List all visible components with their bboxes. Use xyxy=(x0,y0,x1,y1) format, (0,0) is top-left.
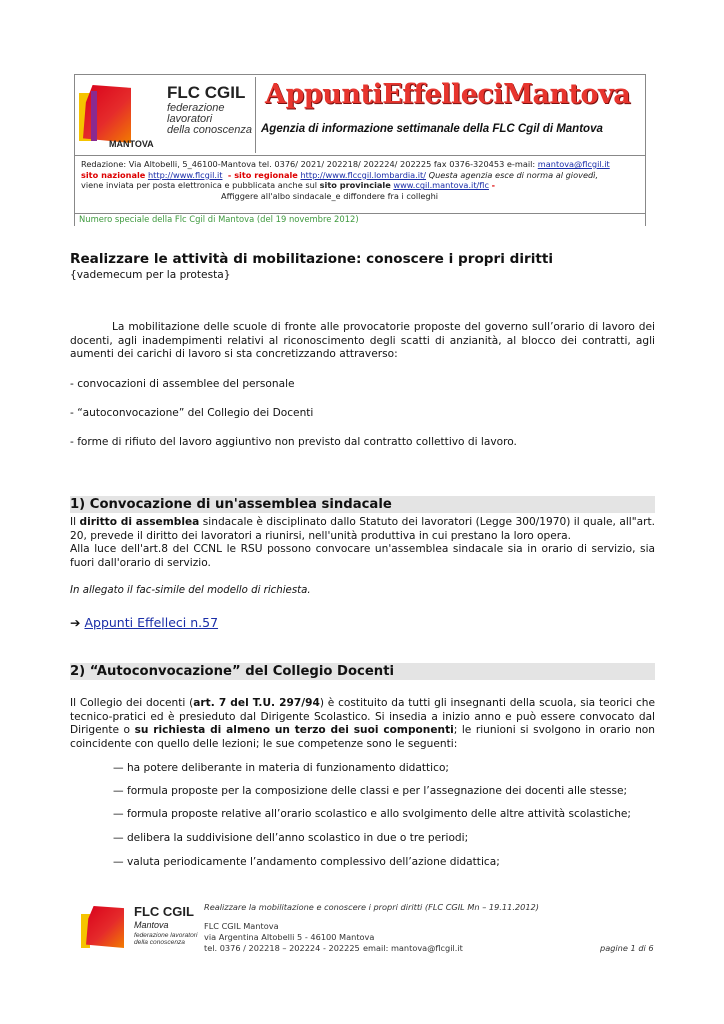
redazione-line xyxy=(81,159,641,170)
sites-line: sito nazionale http://www.flcgil.it - sito regionale http://www.flccgil.lombardia.it/ Questa agenzia esce di norma al giovedì, xyxy=(81,169,599,180)
logo-sub-line-3: della conoscenza xyxy=(167,124,253,136)
footer-address: via Argentina Altobelli 5 - 46100 Mantova xyxy=(204,932,375,942)
intro-list-item: - “autoconvocazione” del Collegio dei Docenti xyxy=(70,407,314,419)
header-contact-info xyxy=(81,159,641,201)
footer-logo-org: FLC CGIL xyxy=(134,904,194,919)
sito-regionale-link[interactable]: http://www.flccgil.lombardia.it/ xyxy=(300,169,427,180)
s1-p1-bold: diritto di assemblea xyxy=(79,516,200,528)
section-1-heading xyxy=(70,496,655,513)
masthead-title: AppuntiEffelleciMantova xyxy=(265,79,631,110)
arrow-icon: ➔ xyxy=(70,615,81,630)
footer-logo-red xyxy=(86,906,124,948)
footer-logo-subtitle xyxy=(134,932,204,946)
special-issue-text: Numero speciale della Flc Cgil di Mantova (del 19 novembre 2012) xyxy=(79,214,359,224)
document-subtitle: {vademecum per la protesta} xyxy=(70,269,231,281)
s2-p-bold2: su richiesta di almeno un terzo dei suoi componenti xyxy=(134,724,454,737)
special-issue-note xyxy=(75,213,645,226)
newsletter-header xyxy=(74,74,646,226)
logo-org-name: FLC CGIL xyxy=(167,83,246,102)
footer-phone: tel. 0376 / 202218 – 202224 - 202225 xyxy=(204,943,360,953)
document-title: Realizzare le attività di mobilitazione: conoscere i propri diritti xyxy=(70,251,554,267)
competence-item: — valuta periodicamente l’andamento complessivo dell’azione didattica; xyxy=(113,856,500,868)
section-1-paragraph-2: Alla luce dell'art.8 del CCNL le RSU possono convocare un'assemblea sindacale sia in orario di servizio, sia fuori dall'orario di servizio. xyxy=(70,543,655,569)
agency-tagline: Agenzia di informazione settimanale della FLC Cgil di Mantova xyxy=(261,123,603,135)
line3-text: viene inviata per posta elettronica e pubblicata anche sul xyxy=(81,180,318,191)
section-2-heading-text: 2) “Autoconvocazione” del Collegio Docenti xyxy=(70,664,395,679)
attachment-note: In allegato il fac-simile del modello di richiesta. xyxy=(70,585,311,596)
footer-logo xyxy=(78,902,198,952)
logo-subtitle xyxy=(167,103,257,136)
logo-sub-line-2: lavoratori xyxy=(167,113,213,125)
s1-p1-a: Il xyxy=(70,516,80,528)
footer-caption: Realizzare la mobilitazione e conoscere i propri diritti (FLC CGIL Mn – 19.11.2012) xyxy=(204,902,539,912)
intro-list-item: - forme di rifiuto del lavoro aggiuntivo non previsto dal contratto collettivo di lavoro. xyxy=(70,436,517,448)
footer-org: FLC CGIL Mantova xyxy=(204,921,279,931)
competence-item: — formula proposte per la composizione delle classi e per l’assegnazione dei docenti alle stesse; xyxy=(113,785,628,797)
sito-nazionale-label: sito nazionale xyxy=(81,169,146,180)
logo-sub-line-1: federazione xyxy=(167,102,225,114)
appunti-link-row xyxy=(70,615,218,630)
section-1-paragraph-1 xyxy=(70,516,655,543)
footer-logo-sub-2: della conoscenza xyxy=(134,939,185,946)
redazione-text: Redazione: Via Altobelli, 5_46100-Mantova tel. 0376/ 2021/ 202218/ 202224/ 202225 fax 0376-320453 xyxy=(81,159,505,169)
affiggere-line: Affiggere all'albo sindacale_e diffondere fra i colleghi xyxy=(221,190,439,201)
intro-list-item: - convocazioni di assemblee del personale xyxy=(70,378,295,390)
competence-item: — formula proposte relative all’orario scolastico e allo svolgimento delle altre attività scolastiche; xyxy=(113,808,631,820)
sito-regionale-label: sito regionale xyxy=(234,169,298,180)
footer-logo-city: Mantova xyxy=(134,920,169,930)
email-link[interactable]: mantova@flcgil.it xyxy=(537,159,610,169)
sito-provinciale-label: sito provinciale xyxy=(319,180,391,191)
section-2-heading xyxy=(70,663,655,680)
logo-purple-bar xyxy=(91,91,97,141)
page-number: pagine 1 di 6 xyxy=(600,943,654,953)
sito-nazionale-link[interactable]: http://www.flcgil.it xyxy=(147,169,223,180)
s2-p-a: Il Collegio dei docenti ( xyxy=(70,697,194,709)
logo-city: MANTOVA xyxy=(109,139,154,149)
s2-p-b: ) è costituito da tutti gli insegnanti della scuola, sia teorici che tecnico-pratici ed è presieduto dal Dirigente Scolastico. Si insedia a inizio anno e può essere convocato dal Dirigente o xyxy=(70,697,655,737)
provincial-line: viene inviata per posta elettronica e pubblicata anche sul sito provinciale www.cgil.mantova.it/flc - xyxy=(81,180,495,191)
section-1-body xyxy=(70,516,655,570)
agency-note: Questa agenzia esce di norma al giovedì, xyxy=(428,169,599,180)
footer-email: email: mantova@flcgil.it xyxy=(363,943,463,953)
s2-p-bold1: art. 7 del T.U. 297/94 xyxy=(193,697,320,709)
competence-item: — ha potere deliberante in materia di funzionamento didattico; xyxy=(113,762,450,774)
email-label: e-mail: xyxy=(506,159,536,169)
section-1-heading-text: 1) Convocazione di un'assemblea sindacale xyxy=(70,497,392,512)
footer-logo-sub-1: federazione lavoratori xyxy=(134,932,198,939)
intro-paragraph: La mobilitazione delle scuole di fronte alle provocatorie proposte del governo sull’orario di lavoro dei docenti, agli inadempimenti relativi al riconoscimento degli scatti di anzianità, al blocco dei contratti, agli aumenti dei carichi di lavoro si sta concretizzando attraverso: xyxy=(70,321,655,361)
s2-p-c: ; le riunioni si svolgono in orario non coincidente con quello delle lezioni; le sue competenze sono le seguenti: xyxy=(70,724,655,750)
sito-provinciale-link[interactable]: www.cgil.mantova.it/flc xyxy=(393,180,489,191)
header-top-row xyxy=(75,75,645,156)
section-2-paragraph xyxy=(70,697,655,751)
competence-item: — delibera la suddivisione dell’anno scolastico in due o tre periodi; xyxy=(113,832,469,844)
appunti-effelleci-link[interactable]: Appunti Effelleci n.57 xyxy=(84,615,219,630)
s1-p1-b: sindacale è disciplinato dallo Statuto dei lavoratori (Legge 300/1970) il quale, all"art. 20, prevede il diritto dei lavoratori a riunirsi, nell'unità produttiva in cui prestano la loro opera. xyxy=(70,516,655,542)
flc-cgil-logo xyxy=(77,77,256,153)
